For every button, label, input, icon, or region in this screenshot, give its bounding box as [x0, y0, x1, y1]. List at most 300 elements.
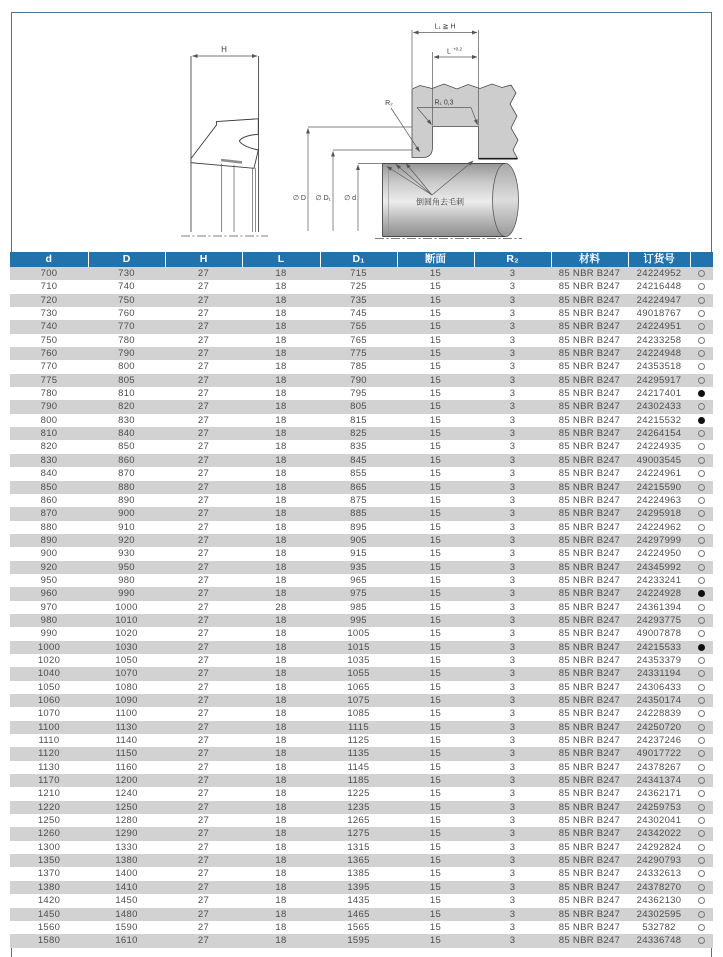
cell: 3	[509, 308, 516, 320]
cell: 1370	[37, 868, 61, 880]
cell: 3	[509, 388, 516, 400]
cell: 1085	[347, 708, 370, 720]
cell: 985	[350, 601, 367, 613]
cell: 15	[429, 521, 442, 533]
cell: 24331194	[637, 668, 681, 680]
cell: 24353379	[636, 654, 682, 666]
table-row	[10, 440, 713, 453]
cell: 27	[197, 614, 210, 626]
cell: 865	[350, 481, 367, 493]
table-row	[10, 921, 713, 934]
cell: 27	[197, 481, 210, 493]
cell: 27	[197, 735, 210, 747]
cell: 18	[275, 508, 287, 520]
cell: 920	[118, 534, 135, 546]
cell: 27	[197, 321, 210, 333]
cell: 3	[509, 481, 516, 493]
cell: 1100	[38, 721, 60, 733]
cell: 24302433	[636, 401, 682, 413]
l-dim-label: L	[447, 48, 451, 56]
cell: 18	[275, 908, 287, 920]
availability-dot-open	[698, 283, 705, 290]
col-header-4: D₁	[320, 252, 397, 267]
cell: 980	[40, 614, 58, 626]
cell: 24362130	[636, 895, 682, 907]
cell: 85 NBR B247	[558, 721, 621, 733]
cell: 760	[40, 348, 58, 360]
cell: 1035	[347, 654, 370, 666]
availability-dot-open	[698, 510, 705, 517]
cell-availability	[690, 614, 713, 627]
cell: 3	[509, 775, 516, 787]
cell-availability	[690, 347, 713, 360]
cell: 27	[197, 454, 210, 466]
cell: 1055	[347, 668, 370, 680]
cell: 920	[40, 561, 58, 573]
table-row	[10, 654, 713, 667]
cell: 860	[118, 454, 135, 466]
cell: 24224950	[636, 548, 682, 560]
cell: 85 NBR B247	[558, 761, 621, 773]
cell: 820	[40, 441, 58, 453]
cell-availability	[690, 921, 713, 934]
cell: 3	[509, 881, 516, 893]
cell: 1300	[37, 841, 61, 853]
availability-dot-open	[698, 430, 705, 437]
cell: 15	[429, 308, 442, 320]
table-row	[10, 667, 713, 680]
availability-dot-open	[698, 443, 705, 450]
cell: 18	[275, 388, 287, 400]
availability-dot-open	[698, 924, 705, 931]
cell: 85 NBR B247	[558, 775, 621, 787]
availability-dot-open	[698, 470, 705, 477]
cell: 3	[509, 294, 516, 306]
cell: 18	[275, 374, 287, 386]
cell: 1350	[37, 855, 61, 867]
cell: 730	[40, 308, 58, 320]
availability-dot-open	[698, 790, 705, 797]
cell: 18	[275, 735, 287, 747]
cell: 85 NBR B247	[558, 695, 621, 707]
cell: 18	[275, 775, 287, 787]
cell-availability	[690, 787, 713, 800]
cell: 3	[509, 561, 516, 573]
cell: 85 NBR B247	[558, 548, 621, 560]
cell: 915	[350, 548, 367, 560]
cell: 1315	[347, 841, 370, 853]
cell: 18	[275, 668, 287, 680]
table-row	[10, 721, 713, 734]
cell: 975	[350, 588, 367, 600]
cell: 805	[118, 374, 135, 386]
deburr-note: 倒圆角去毛刺	[416, 197, 464, 207]
cell-availability	[690, 481, 713, 494]
cell: 3	[509, 374, 516, 386]
cell: 18	[275, 841, 287, 853]
cell: 1290	[115, 828, 138, 840]
cell-availability	[690, 641, 713, 654]
dia-shaft-label: ∅ d	[344, 195, 356, 202]
availability-dot-open	[698, 884, 705, 891]
cell: 15	[429, 828, 442, 840]
cell: 3	[509, 401, 516, 413]
cell: 1480	[115, 908, 138, 920]
availability-dot-filled	[698, 417, 705, 424]
cell-availability	[690, 654, 713, 667]
cell: 24378270	[636, 881, 682, 893]
cell: 1560	[37, 921, 61, 933]
cell: 15	[429, 534, 442, 546]
availability-dot-open	[698, 684, 705, 691]
dia-outer-label: ∅ D	[292, 195, 306, 202]
cell: 860	[40, 494, 58, 506]
cell: 85 NBR B247	[558, 361, 621, 373]
cell: 85 NBR B247	[558, 454, 621, 466]
cell: 18	[275, 521, 287, 533]
table-row	[10, 400, 713, 413]
table-row	[10, 908, 713, 921]
table-row	[10, 521, 713, 534]
cell: 15	[429, 494, 442, 506]
table-row	[10, 280, 713, 293]
availability-dot-open	[698, 337, 705, 344]
cell: 18	[275, 695, 287, 707]
installation-view	[293, 24, 522, 239]
cell: 3	[509, 735, 516, 747]
cell: 970	[40, 601, 58, 613]
l-dim-tolerance: +0.2	[453, 46, 463, 52]
cell-availability	[690, 521, 713, 534]
cell: 85 NBR B247	[558, 895, 621, 907]
cell: 85 NBR B247	[558, 281, 621, 293]
cell: 775	[40, 374, 58, 386]
cell: 24224963	[636, 494, 682, 506]
cell: 18	[275, 628, 287, 640]
cell: 27	[197, 361, 210, 373]
cell: 18	[275, 588, 287, 600]
availability-dot-filled	[698, 590, 705, 597]
availability-dot-open	[698, 937, 705, 944]
cell-availability	[690, 507, 713, 520]
cell-availability	[690, 561, 713, 574]
cell: 1010	[115, 614, 138, 626]
cell: 24237246	[636, 735, 682, 747]
cell: 27	[197, 374, 210, 386]
cell: 49007878	[636, 628, 682, 640]
cell: 27	[197, 388, 210, 400]
cell: 790	[118, 348, 135, 360]
table-row	[10, 614, 713, 627]
cell: 1160	[115, 761, 138, 773]
table-row	[10, 547, 713, 560]
table-row	[10, 707, 713, 720]
cell: 1435	[347, 895, 370, 907]
availability-dot-open	[698, 710, 705, 717]
cell: 24350174	[636, 695, 682, 707]
cell: 18	[275, 895, 287, 907]
cell: 15	[429, 841, 442, 853]
cell: 1450	[37, 908, 61, 920]
cell: 27	[197, 788, 210, 800]
cell: 18	[275, 308, 287, 320]
cell: 18	[275, 868, 287, 880]
cell: 1110	[38, 735, 60, 747]
table-body	[10, 267, 713, 948]
cell: 3	[509, 654, 516, 666]
cell: 85 NBR B247	[558, 708, 621, 720]
availability-dot-open	[698, 657, 705, 664]
cell: 830	[40, 454, 58, 466]
table-row	[10, 481, 713, 494]
cell: 15	[429, 454, 442, 466]
cell-availability	[690, 547, 713, 560]
cell: 27	[197, 761, 210, 773]
cell: 15	[429, 374, 442, 386]
cell: 24259753	[636, 801, 682, 813]
cell: 750	[40, 334, 58, 346]
cell-availability	[690, 280, 713, 293]
cell: 3	[509, 681, 516, 693]
cell: 15	[429, 908, 442, 920]
cell: 1610	[115, 935, 138, 947]
cell: 27	[197, 801, 210, 813]
cell-availability	[690, 320, 713, 333]
cell: 24302595	[636, 908, 682, 920]
cell: 15	[429, 788, 442, 800]
cell: 1020	[115, 628, 138, 640]
table-row	[10, 360, 713, 373]
cell: 85 NBR B247	[558, 494, 621, 506]
cell: 815	[350, 414, 367, 426]
cell: 3	[509, 334, 516, 346]
availability-dot-open	[698, 403, 705, 410]
cell: 15	[429, 548, 442, 560]
cell: 24292824	[636, 841, 682, 853]
cell: 3	[509, 268, 516, 280]
cell: 1365	[347, 855, 370, 867]
cell: 15	[429, 761, 442, 773]
cell: 24224961	[636, 468, 682, 480]
cell-availability	[690, 494, 713, 507]
cell-availability	[690, 454, 713, 467]
cell: 24224948	[636, 348, 682, 360]
cell: 24341374	[636, 775, 682, 787]
cell: 745	[350, 308, 367, 320]
availability-dot-open	[698, 857, 705, 864]
cell: 15	[429, 414, 442, 426]
cell: 1280	[115, 815, 138, 827]
cell: 27	[197, 508, 210, 520]
cell: 18	[275, 468, 287, 480]
cell: 27	[197, 428, 210, 440]
cell: 990	[40, 628, 58, 640]
cell: 18	[275, 334, 287, 346]
cell: 720	[40, 294, 58, 306]
cell: 18	[275, 761, 287, 773]
availability-dot-open	[698, 630, 705, 637]
cell: 18	[275, 721, 287, 733]
cell: 24216448	[636, 281, 682, 293]
cell: 85 NBR B247	[558, 828, 621, 840]
cell: 27	[197, 281, 210, 293]
cell: 27	[197, 348, 210, 360]
cell: 835	[350, 441, 367, 453]
availability-dot-open	[698, 724, 705, 731]
cell: 1565	[347, 921, 370, 933]
table-row	[10, 747, 713, 760]
cell: 1070	[115, 668, 138, 680]
table-row	[10, 320, 713, 333]
table-row	[10, 267, 713, 280]
cell: 15	[429, 428, 442, 440]
table-row	[10, 534, 713, 547]
cell: 1050	[115, 654, 138, 666]
cell: 1385	[347, 868, 370, 880]
cell: 1135	[347, 748, 370, 760]
table-row	[10, 774, 713, 787]
cell: 85 NBR B247	[558, 428, 621, 440]
l1-dim-label: L₁ ≧ H	[434, 23, 456, 31]
cell: 15	[429, 721, 442, 733]
availability-dot-filled	[698, 644, 705, 651]
table-row	[10, 387, 713, 400]
cell: 3	[509, 841, 516, 853]
cell: 15	[429, 641, 442, 653]
cell: 15	[429, 321, 442, 333]
availability-dot-open	[698, 604, 705, 611]
cell: 3	[509, 348, 516, 360]
cell: 18	[275, 828, 287, 840]
table-row	[10, 601, 713, 614]
cell: 18	[275, 614, 287, 626]
cell: 24295917	[636, 374, 682, 386]
cell-availability	[690, 400, 713, 413]
cell: 18	[275, 935, 287, 947]
cell: 3	[509, 748, 516, 760]
availability-dot-open	[698, 310, 705, 317]
table-row	[10, 814, 713, 827]
cell: 795	[350, 388, 367, 400]
cell: 1005	[347, 628, 370, 640]
cell: 18	[275, 788, 287, 800]
table-row	[10, 894, 713, 907]
cell: 27	[197, 815, 210, 827]
cell: 27	[197, 841, 210, 853]
availability-dot-open	[698, 870, 705, 877]
cell: 850	[118, 441, 135, 453]
cell: 15	[429, 441, 442, 453]
cell: 1595	[347, 935, 370, 947]
cell: 15	[429, 601, 442, 613]
availability-dot-open	[698, 537, 705, 544]
availability-dot-open	[698, 777, 705, 784]
cell: 805	[350, 401, 367, 413]
cell: 3	[509, 468, 516, 480]
table-row	[10, 507, 713, 520]
cell: 3	[509, 454, 516, 466]
cell: 1410	[115, 881, 138, 893]
cell: 24250720	[636, 721, 682, 733]
cell: 3	[509, 668, 516, 680]
cell: 27	[197, 695, 210, 707]
cell: 27	[197, 708, 210, 720]
cell: 3	[509, 601, 516, 613]
cell: 1265	[347, 815, 370, 827]
cell-availability	[690, 721, 713, 734]
availability-dot-open	[698, 363, 705, 370]
cell: 3	[509, 761, 516, 773]
cell: 1225	[347, 788, 370, 800]
cell-availability	[690, 414, 713, 427]
availability-dot-open	[698, 524, 705, 531]
cell: 750	[118, 294, 135, 306]
cell: 85 NBR B247	[558, 441, 621, 453]
cell-availability	[690, 360, 713, 373]
cell: 27	[197, 574, 210, 586]
cell-availability	[690, 667, 713, 680]
cell: 27	[197, 828, 210, 840]
cell: 27	[197, 895, 210, 907]
cell: 85 NBR B247	[558, 801, 621, 813]
cell: 1450	[115, 895, 138, 907]
cell: 18	[275, 921, 287, 933]
cell: 24306433	[636, 681, 682, 693]
cell-availability	[690, 707, 713, 720]
cell: 725	[350, 281, 367, 293]
cell: 24361394	[636, 601, 682, 613]
cell: 3	[509, 508, 516, 520]
cell: 24293775	[636, 614, 682, 626]
shaft-end-cap	[493, 163, 519, 236]
cell: 765	[350, 334, 367, 346]
cell: 800	[40, 414, 58, 426]
cell: 18	[275, 281, 287, 293]
cell: 85 NBR B247	[558, 881, 621, 893]
table-row	[10, 561, 713, 574]
cell: 1400	[115, 868, 138, 880]
cell: 3	[509, 828, 516, 840]
table-row	[10, 841, 713, 854]
cell: 15	[429, 268, 442, 280]
cell: 18	[275, 441, 287, 453]
cell: 15	[429, 735, 442, 747]
cell-availability	[690, 867, 713, 880]
table-row	[10, 347, 713, 360]
cell: 1170	[38, 775, 60, 787]
cell: 15	[429, 334, 442, 346]
cell-availability	[690, 747, 713, 760]
table-row	[10, 854, 713, 867]
cell: 27	[197, 534, 210, 546]
col-header-8: 订货号	[628, 252, 690, 267]
cell-availability	[690, 627, 713, 640]
cell: 3	[509, 521, 516, 533]
cell: 27	[197, 908, 210, 920]
cell: 890	[40, 534, 58, 546]
dimension-table	[10, 252, 713, 948]
cell: 15	[429, 614, 442, 626]
h-dim-label: H	[221, 45, 227, 54]
cell: 1185	[347, 775, 370, 787]
availability-dot-open	[698, 297, 705, 304]
cell: 18	[275, 561, 287, 573]
seal-profile-view	[181, 56, 268, 236]
cell: 3	[509, 788, 516, 800]
cell: 15	[429, 281, 442, 293]
cell: 85 NBR B247	[558, 574, 621, 586]
cell: 15	[429, 361, 442, 373]
